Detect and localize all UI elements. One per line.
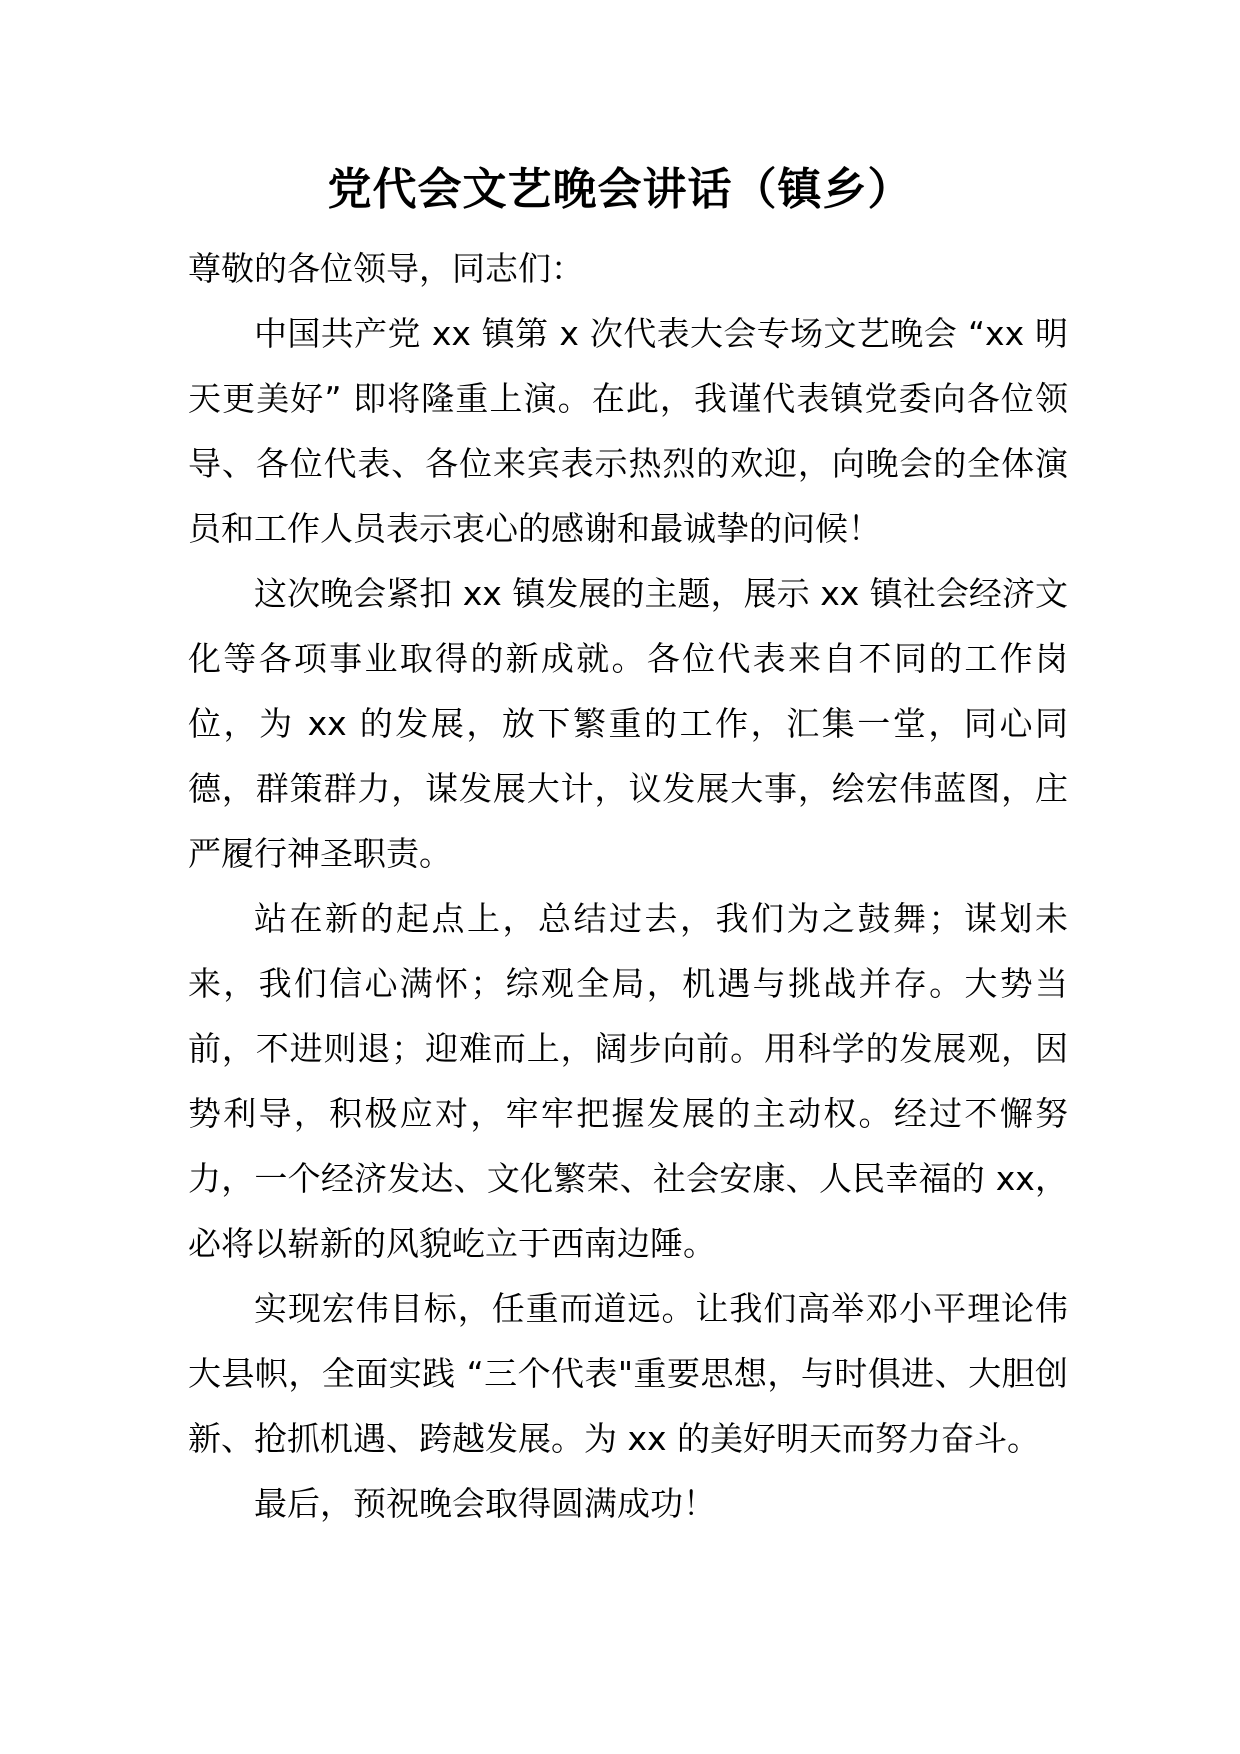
salutation: 尊敬的各位领导，同志们： bbox=[188, 249, 584, 288]
paragraph-4: 实现宏伟目标，任重而道远。让我们高举邓小平理论伟大县帜，全面实践 “三个代表"重要思想，与时俱进、大胆创新、抢抓机遇、跨越发展。为 xx 的美好明天而努力奋斗。 bbox=[188, 1289, 1068, 1458]
paragraph-1: 中国共产党 xx 镇第 x 次代表大会专场文艺晚会 “xx 明天更美好” 即将隆重上演。在此，我谨代表镇党委向各位领导、各位代表、各位来宾表示热烈的欢迎，向晚会的全体演员和工作人员表示衷心的感谢和最诚挚的问候！ bbox=[188, 314, 1068, 548]
paragraph-3: 站在新的起点上，总结过去，我们为之鼓舞；谋划未来，我们信心满怀；综观全局，机遇与挑战并存。大势当前，不进则退；迎难而上，阔步向前。用科学的发展观，因势利导，积极应对，牢牢把握发展的主动权。经过不懈努力，一个经济发达、文化繁荣、社会安康、人民幸福的 xx，必将以崭新的风貌屹立于西南边陲。 bbox=[188, 899, 1068, 1263]
document-body bbox=[188, 236, 1068, 1536]
paragraph-2: 这次晚会紧扣 xx 镇发展的主题，展示 xx 镇社会经济文化等各项事业取得的新成就。各位代表来自不同的工作岗位，为 xx 的发展，放下繁重的工作，汇集一堂，同心同德，群策群力，谋发展大计，议发展大事，绘宏伟蓝图，庄严履行神圣职责。 bbox=[188, 574, 1068, 873]
document-title: 党代会文艺晚会讲话（镇乡） bbox=[327, 164, 913, 215]
paragraph-5: 最后，预祝晚会取得圆满成功！ bbox=[254, 1484, 716, 1523]
